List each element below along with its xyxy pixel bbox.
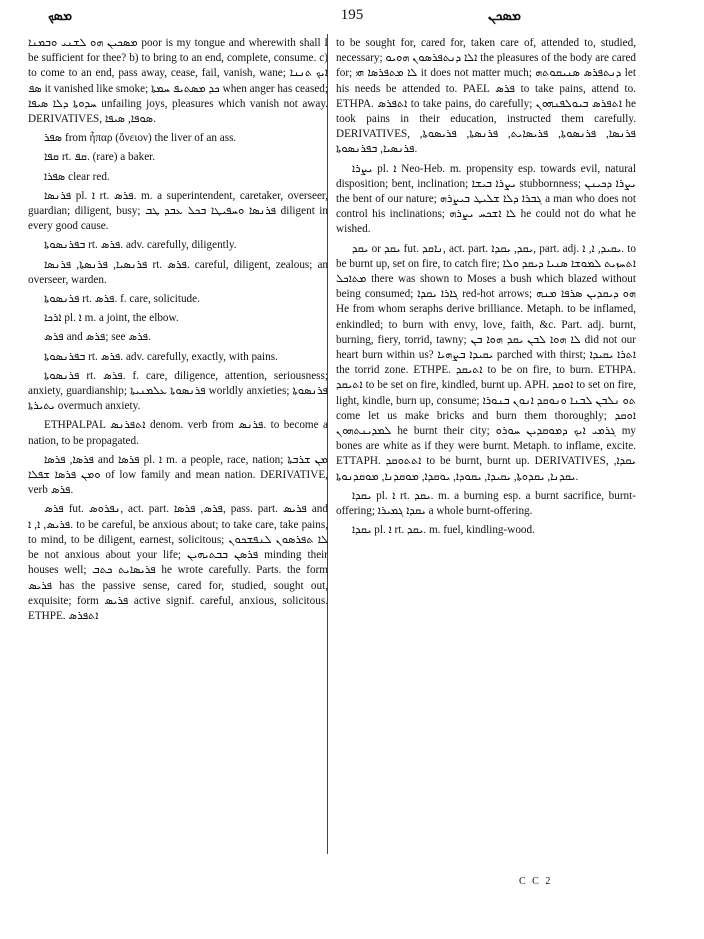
dictionary-entry: ܦܪܣ fut. ܢܦܪܘܣ, act. part. ܦܪܣ, ܦܪܣܐ, pass. part. ܦܪܝܣ and ܦܪܝܣ, ܐ, ܐ. to be careful, be anxious about; to take care, take pains, to mind, to be diligent, earnest, solicitous; ܠܐ ܬܦܪܣܘܢ ܠܢܦܫܟܘܢ be not anxious about your life; ܦܪܣܢ ܒܒܬܝܗܝܢ minding their houses well; ܦܪܝܣܐܝܬ ܟܬܒ he wrote carefully. Parts. the form ܦܪܝܣ has the passive sense, cared for, studied, sought out, exquisite; form ܦܪܝܣ active signif. careful, anxious, solicitous. ETHPE. ܐܬܦܪܣ [28,503,329,622]
dictionary-entry: ܦܪܢܣܘܬܐ rt. ܦܪܣ. f. care, diligence, attention, seriousness; anxiety, guardianship; ܦܪܢܣܘܬܐ ܥܠܡܢܝܬܐ worldly anxieties; ܦܪܢܣܘܬܐ ܝܬܝܪܬܐ overmuch anxiety. [28,369,328,413]
running-header [0,6,704,30]
dictionary-entry: ETHPALPAL ܐܬܦܪܢܣ denom. verb from ܦܪܢܣ. to become a nation, to be propagated. [28,419,328,447]
printer-signature: C C 2 [519,876,553,887]
left-column [28,36,328,628]
right-running-head: ܡܣܟܢ [488,8,521,24]
dictionary-entry: ܒܦܪܢܣܘܬܐ rt. ܦܪܣ. adv. carefully, exactly, with pains. [44,350,278,363]
dictionary-entry: ܦܪܢܣܝܐ, ܦܪܢܣܬܐ, ܦܪܢܣܐ rt. ܦܪܣ. careful, diligent, zealous; an overseer, warden. [28,258,328,286]
dictionary-entry: ܝܨܪܐ pl. ܐ Neo-Heb. m. propensity esp. towards evil, natural disposition; bent, inclination; ܝܨܪܐ ܒܝܫܐ stubbornness; ܝܨܪܐ ܕܟܝܢܢ the bent of our nature; ܓܒܪܐ ܕܠܐ ܫܠܝܛ ܒܝܨܪܗ a man who does not control his inclinations; ܠܐ ܐܫܟܚ ܝܨܪܗ he could not do what he wished. [336,162,637,236]
dictionary-entry: ܦܪܣܐ, ܦܪܣܐ and ܦܪܣܐ pl. ܐ m. a people, race, nation; ܡܢ ܫܪܒܬܐ ܘܡܢ ܦܪܣܐ ܫܦܠܐ of low family and mean nation. DERIVATIVE, verb ܦܪܣ. [28,453,328,497]
dictionary-entry: ܦܪܢܣܐ pl. ܐ rt. ܦܪܣ. m. a superintendent, caretaker, overseer, guardian; diligent, busy; ܦܪܢܣܐ ܘܚܦܝܛܐ ܒܟܠ ܥܒܕ ܛܒ diligent in every good cause. [28,189,329,233]
dictionary-entry: ܝܩܕܐ pl. ܐ rt. ܝܩܕ. m. a burning esp. a burnt sacrifice, burnt-offering; ܝܩܕܐ ܓܡܝܪܐ a whole burnt-offering. [336,489,636,518]
dictionary-entry: ܐܪܟܐ pl. ܐ m. a joint, the elbow. [44,312,179,325]
dictionary-entry: to be sought for, cared for, taken care of, attended to, studied, necessary; ܐܠܐ ܕܢܬܦܪܣܘܢ ܗܘܝܘ the pleasures of the body are cared for; ܠܐ ܡܬܦܪܣܐ ܗܝ it does not matter much; ܕܢܬܦܪܣ ܣܢܝܩܘܬܗ let his needs be attended to. PAEL ܦܪܣ to take pains, attend to. ETHPA. ܐܬܦܪܣ to take pains, do carefully; ܐܬܦܪܣ ܒܝܘܠܦܢܗܘܢ he took pains in their education, instructed them carefully. DERIVATIVES, ܦܪܢܣܐ, ܦܪܢܣܘܬܐ, ܦܪܝܣܐܝܬ, ܦܪܢܣܬܐ, ܦܪܝܣܘܬܐ, ܦܪܢܣܝܐ, ܒܦܪܢܣܘܬܐ. [336,37,637,156]
dictionary-entry: ܣܦܪܐ clear red. [44,170,110,183]
dictionary-entry: ܩܦܐ rt. ܩܦ. (rare) a baker. [44,151,156,164]
dictionary-entry: ܡܣܟܝܢ ܗܘ ܠܫܢܝ ܘܒܡܢܐ poor is my tongue and wherewith shall I be sufficient for thee? b) to bring to an end, complete, consume. c) to come to an end, pass away, cease, fail, vanish, wane; ܐܝܟ ܬܢܢܐ ܣܦ it vanished like smoke; ܟܕ ܡܣܬܝܦ ܚܡܬܐ when anger has ceased; ܚܕܘܬܐ ܕܠܐ ܣܝܦܐ unfailing joys, pleasures which vanish not away. DERIVATIVES, ܣܘܦܐ, ܣܝܦܐ. [28,37,329,126]
right-column [336,36,636,543]
dictionary-entry: ܦܪܣ and ܦܪܣ; see ܦܪܣ. [44,331,151,344]
dictionary-entry: ܣܦܪ from ἧπαρ (ὄνειον) the liver of an ass. [44,132,237,145]
dictionary-entry: ܝܩܕ or ܝܩܕ fut. ܢܐܩܕ, act. part. ܝܩܕ, ܝܩܕܐ, part. adj. ܝܩܝܕ, ܐ, ܐ. to be burnt up, set on fire, to catch fire; ܐܬܚܙܝܬ ܠܡܘܫܐ ܣܢܝܐ ܕܝܩܕ ܘܠܐ ܡܬܐܟܠ there was shown to Moses a bush which blazed without being consumed; ܓܐܪܐ ܝܩܕܐ red-hot arrows; ܗܘ ܕܝܩܕܝܢ ܣܪܦܐ ܡܢܗ He from whom seraphs derive brilliance. Metaph. to be inflamed, enkindled; to burn with envy, love, faith, &c. Part. adj. burnt, burning, fiery, torrid, tawny; ܠܐ ܗܘܐ ܠܒܢ ܝܩܕ ܗܘܐ ܒܢ did not our heart burn within us? ܝܩܝܕܐ ܒܨܗܝܐ parched with thirst; ܐܬܪܐ ܝܩܝܕܐ the torrid zone. ETHPE. ܐܬܝܩܕ to be on fire, to burn. ETHPA. ܐܬܝܩܕ to be set on fire, kindled, burnt up. APH. ܐܘܩܕ to set on fire, light, kindle, burn up, consume; ܬܘ ܢܠܒܢ ܠܒܢܐ ܘܢܘܩܕ ܐܢܘܢ ܒܢܘܪܐ come let us make bricks and burn them thoroughly; ܐܘܩܕ ܠܡܕܝܢܬܗܘܢ he burnt their city; ܓܪܡܝ ܐܝܟ ܕܡܘܩܕܝܢ ܚܘܪܘ my bones are white as if they were burnt. Metaph. to inflame, excite. ETTAPH. ܐܬܬܘܩܕ to be burnt, burnt up. DERIVATIVES, ܝܩܕܐ, ܝܩܕܢܐ, ܝܩܕܘܬܐ, ܝܩܝܕܐ, ܝܩܘܕܐ, ܝܘܩܕܐ, ܡܘܩܕܢܐ, ܡܘܩܕܢܘܬܐ. [336,242,637,483]
page-number: 195 [340,7,364,23]
dictionary-entry: ܝܩܕܐ pl. ܐ rt. ܝܩܕ. m. fuel, kindling-wood. [352,524,535,537]
left-running-head: ܡܣܟ [48,8,73,24]
dictionary-entry: ܦܪܢܣܘܬܐ rt. ܦܪܣ. f. care, solicitude. [44,293,200,306]
dictionary-entry: ܒܦܪܢܣܘܬܐ rt. ܦܪܣ. adv. carefully, diligently. [44,239,237,252]
